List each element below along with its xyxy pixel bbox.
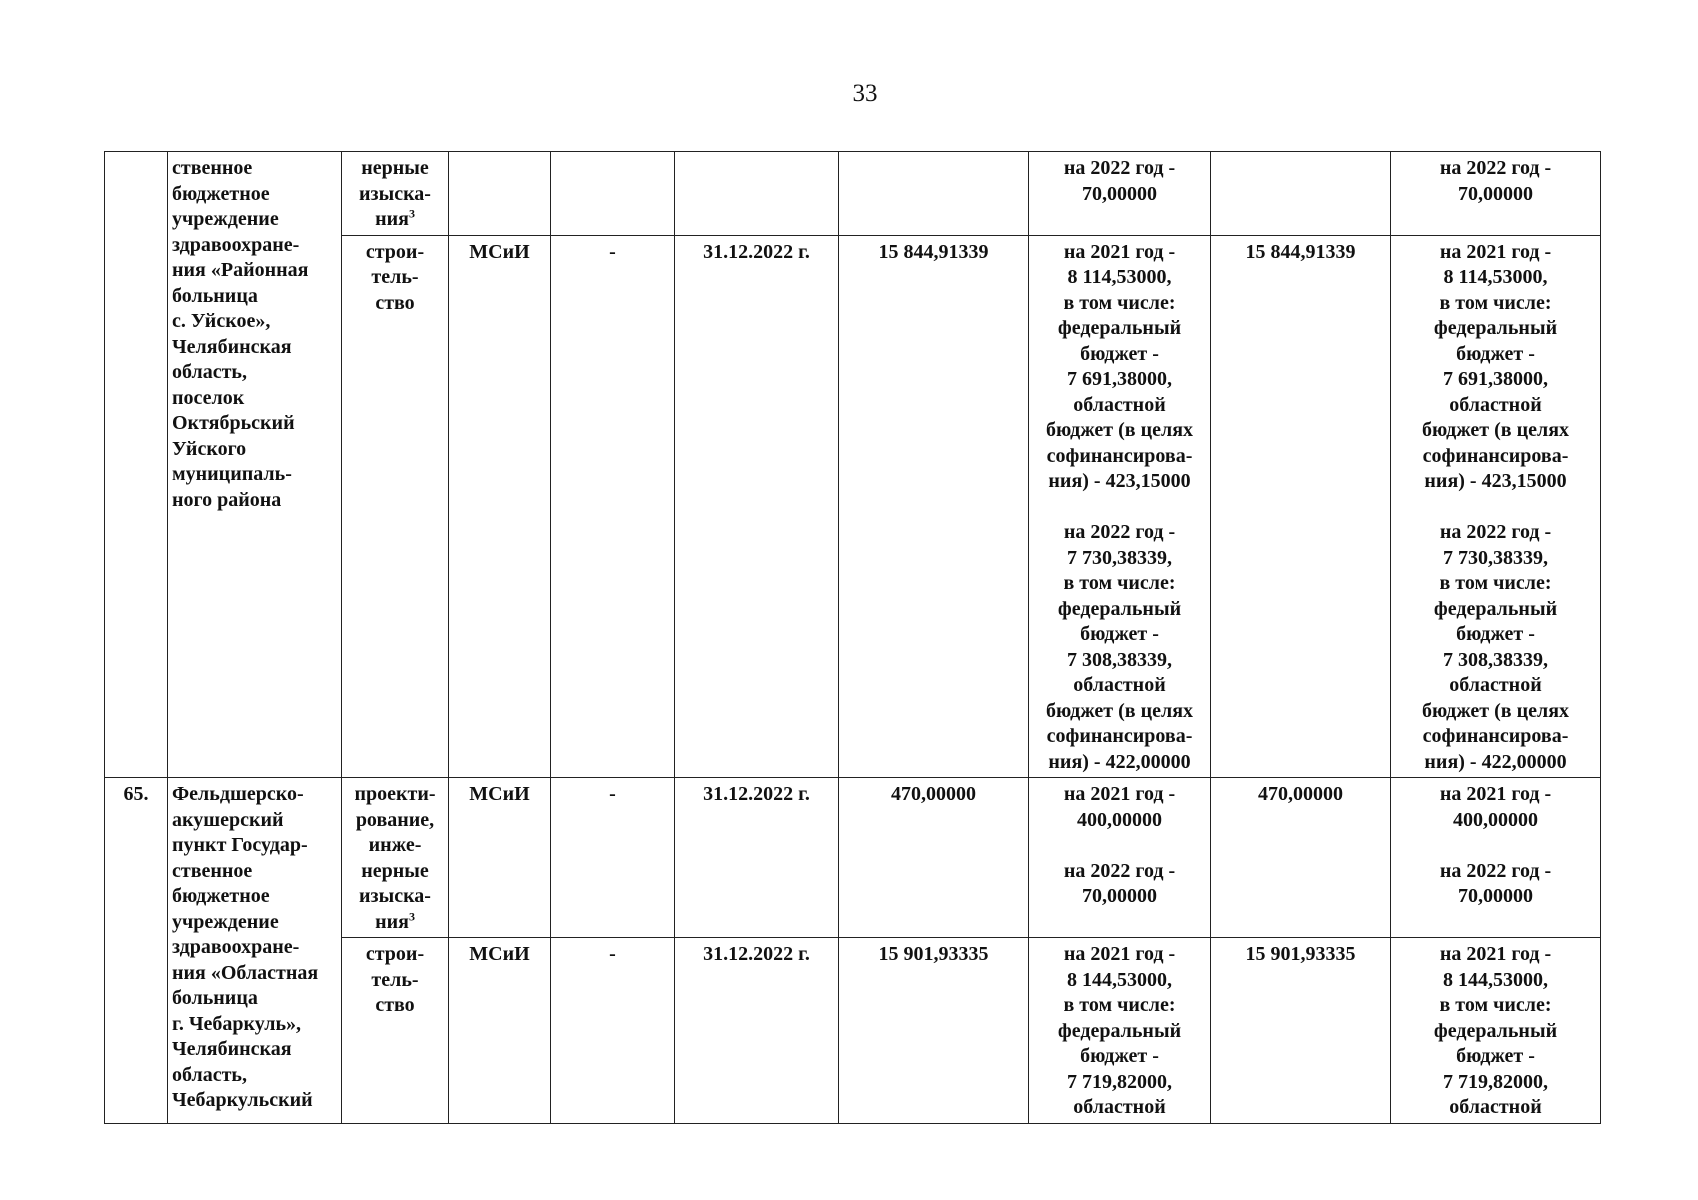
customer-cell: [449, 152, 551, 236]
funding-breakdown-cell: на 2021 год - 8 144,53000, в том числе: федеральный бюджет - 7 719,82000, областной: [1029, 938, 1211, 1124]
work-type-cell: [342, 778, 449, 938]
funding-breakdown-cell: на 2021 год - 8 114,53000, в том числе: федеральный бюджет - 7 691,38000, областной бюджет (в целях софинансирова- ния) - 423,15000 на 2022 год - 7 730,38339, в том числе: федеральный бюджет - 7 308,38339, областной бюджет (в целях софинансирова- ния) - 422,00000: [1029, 235, 1211, 778]
total-cost-cell: [839, 152, 1029, 236]
date-cell: [675, 152, 839, 236]
total-cost-2-cell: [1211, 152, 1391, 236]
dash-cell: [551, 152, 675, 236]
total-cost-cell: 15 844,91339: [839, 235, 1029, 778]
dash-cell: -: [551, 778, 675, 938]
funding-breakdown-2-cell: на 2021 год - 400,00000 на 2022 год - 70,00000: [1391, 778, 1601, 938]
date-cell: 31.12.2022 г.: [675, 778, 839, 938]
dash-cell: -: [551, 938, 675, 1124]
total-cost-2-cell: 470,00000: [1211, 778, 1391, 938]
object-name-cell: Фельдшерско- акушерский пункт Государ- ственное бюджетное учреждение здравоохране- ния «Областная больница г. Чебаркуль», Челябинская область, Чебаркульский: [168, 778, 342, 1124]
customer-cell: МСиИ: [449, 235, 551, 778]
work-type-cell: [342, 152, 449, 236]
funding-breakdown-2-cell: на 2022 год - 70,00000: [1391, 152, 1601, 236]
date-cell: 31.12.2022 г.: [675, 938, 839, 1124]
dash-cell: -: [551, 235, 675, 778]
customer-cell: МСиИ: [449, 938, 551, 1124]
number-cell: [105, 152, 168, 778]
total-cost-cell: 470,00000: [839, 778, 1029, 938]
page-number: 33: [852, 80, 878, 107]
investment-objects-table: [104, 151, 1601, 1124]
customer-cell: МСиИ: [449, 778, 551, 938]
funding-breakdown-cell: на 2022 год - 70,00000: [1029, 152, 1211, 236]
work-type-text: проекти- рование, инже- нерные изыска- ния: [354, 783, 436, 933]
work-type-cell: строи- тель- ство: [342, 235, 449, 778]
total-cost-2-cell: 15 844,91339: [1211, 235, 1391, 778]
footnote-mark: 3: [408, 206, 415, 221]
table-row: [105, 778, 1601, 938]
object-name-cell: ственное бюджетное учреждение здравоохране- ния «Районная больница с. Уйское», Челябинская область, поселок Октябрьский Уйского муниципаль- ного района: [168, 152, 342, 778]
table-row: [105, 152, 1601, 236]
total-cost-cell: 15 901,93335: [839, 938, 1029, 1124]
funding-breakdown-cell: на 2021 год - 400,00000 на 2022 год - 70,00000: [1029, 778, 1211, 938]
total-cost-2-cell: 15 901,93335: [1211, 938, 1391, 1124]
number-cell: 65.: [105, 778, 168, 1124]
work-type-text: нерные изыска- ния: [359, 157, 431, 230]
funding-breakdown-2-cell: на 2021 год - 8 114,53000, в том числе: федеральный бюджет - 7 691,38000, областной бюджет (в целях софинансирова- ния) - 423,15000 на 2022 год - 7 730,38339, в том числе: федеральный бюджет - 7 308,38339, областной бюджет (в целях софинансирова- ния) - 422,00000: [1391, 235, 1601, 778]
footnote-mark: 3: [408, 908, 415, 923]
funding-breakdown-2-cell: на 2021 год - 8 144,53000, в том числе: федеральный бюджет - 7 719,82000, областной: [1391, 938, 1601, 1124]
date-cell: 31.12.2022 г.: [675, 235, 839, 778]
work-type-cell: строи- тель- ство: [342, 938, 449, 1124]
